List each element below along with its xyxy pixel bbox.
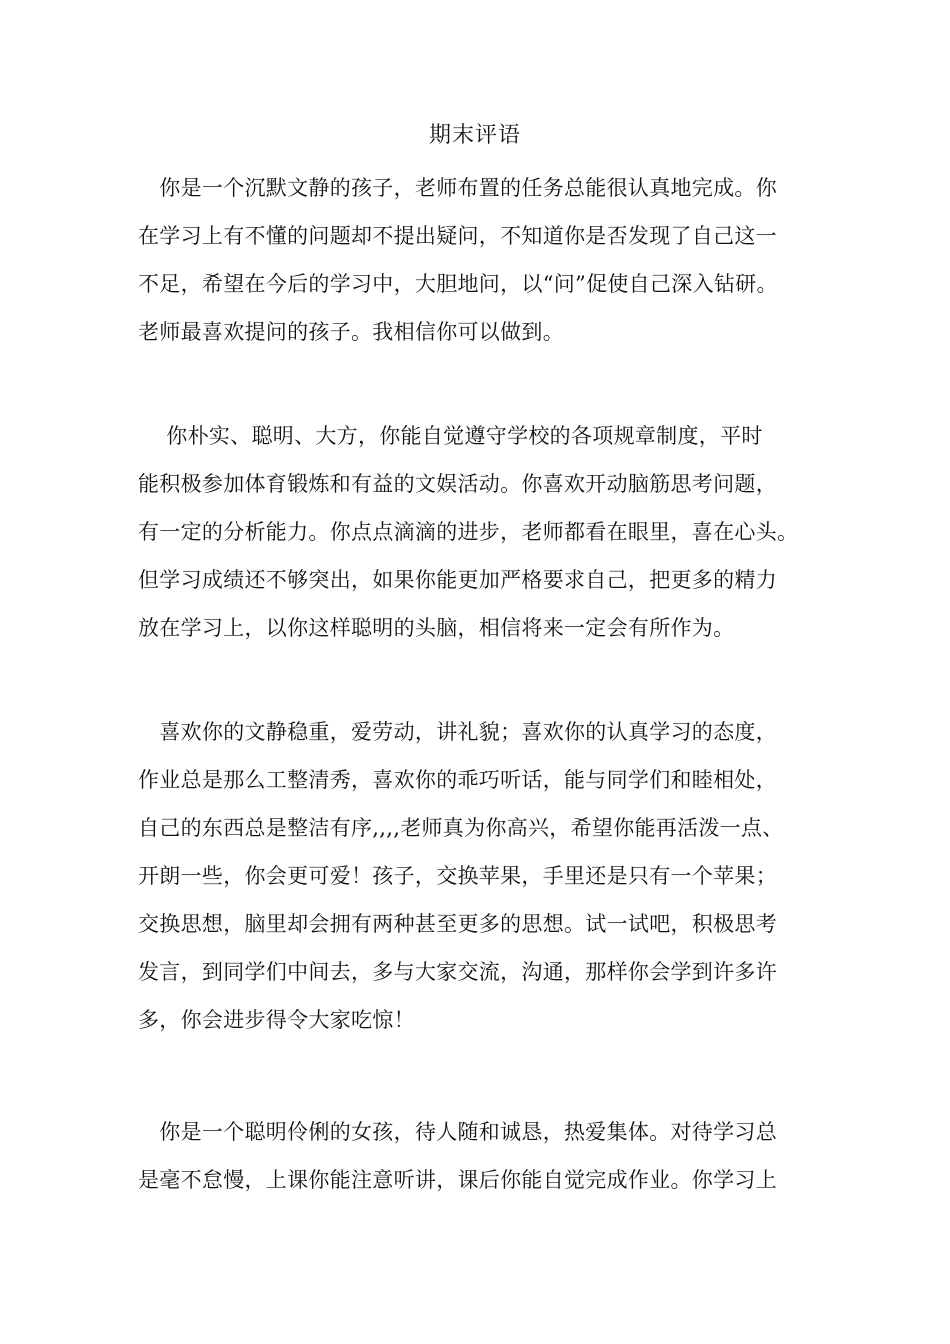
comment-paragraph-1 xyxy=(138,164,838,356)
paragraph-line: 多，你会进步得令大家吃惊！ xyxy=(138,1008,415,1032)
paragraph-line: 放在学习上，以你这样聪明的头脑，相信将来一定会有所作为。 xyxy=(138,616,735,640)
paragraph-line: 喜欢你的文静稳重，爱劳动，讲礼貌；喜欢你的认真学习的态度， xyxy=(138,720,777,744)
paragraph-line: 有一定的分析能力。你点点滴滴的进步，老师都看在眼里，喜在心头。 xyxy=(138,520,799,544)
paragraph-line: 是毫不怠慢，上课你能注意听讲，课后你能自觉完成作业。你学习上 xyxy=(138,1168,777,1192)
paragraph-line: 自己的东西总是整洁有序,,,,老师真为你高兴，希望你能再活泼一点、 xyxy=(138,816,784,840)
comment-paragraph-2 xyxy=(138,412,838,652)
document-title: 期末评语 xyxy=(428,123,521,148)
paragraph-line: 开朗一些，你会更可爱！孩子，交换苹果，手里还是只有一个苹果； xyxy=(138,864,777,888)
paragraph-line: 能积极参加体育锻炼和有益的文娱活动。你喜欢开动脑筋思考问题， xyxy=(138,472,777,496)
paragraph-line: 但学习成绩还不够突出，如果你能更加严格要求自己，把更多的精力 xyxy=(138,568,777,592)
paragraph-line: 不足，希望在今后的学习中，大胆地问，以“问”促使自己深入钻研。 xyxy=(138,272,778,296)
paragraph-line: 在学习上有不懂的问题却不提出疑问，不知道你是否发现了自己这一 xyxy=(138,224,777,248)
comment-paragraph-4 xyxy=(138,1108,838,1204)
paragraph-line: 交换思想，脑里却会拥有两种甚至更多的思想。试一试吧，积极思考 xyxy=(138,912,777,936)
paragraph-line: 你朴实、聪明、大方，你能自觉遵守学校的各项规章制度，平时 xyxy=(138,424,763,448)
paragraph-line: 老师最喜欢提问的孩子。我相信你可以做到。 xyxy=(138,320,564,344)
paragraph-line: 作业总是那么工整清秀，喜欢你的乖巧听话，能与同学们和睦相处， xyxy=(138,768,777,792)
paragraph-line: 你是一个沉默文静的孩子，老师布置的任务总能很认真地完成。你 xyxy=(138,176,777,200)
paragraph-line: 发言，到同学们中间去，多与大家交流，沟通，那样你会学到许多许 xyxy=(138,960,777,984)
paragraph-line: 你是一个聪明伶俐的女孩，待人随和诚恳，热爱集体。对待学习总 xyxy=(138,1120,777,1144)
comment-paragraph-3 xyxy=(138,708,838,1044)
